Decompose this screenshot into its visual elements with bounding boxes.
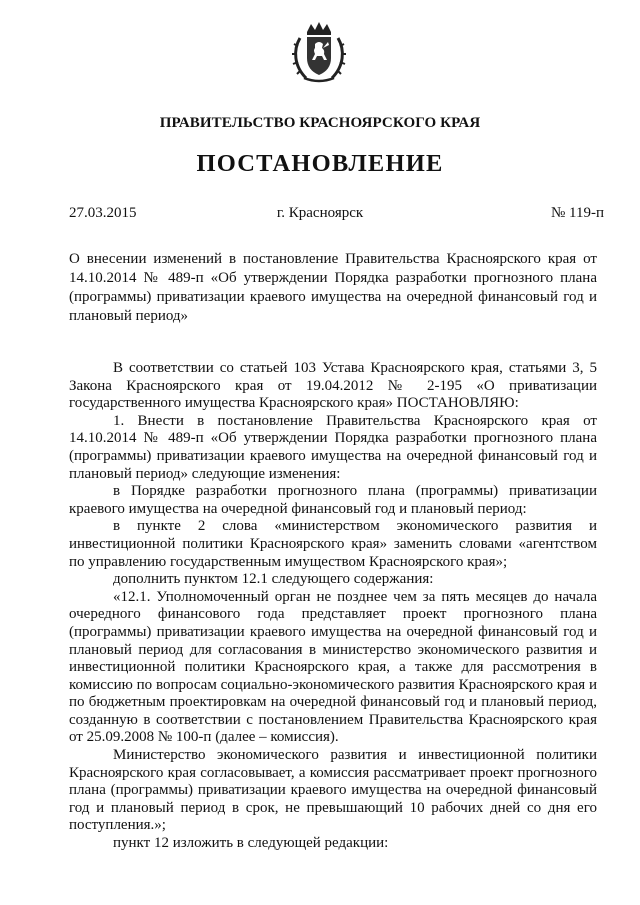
document-date: 27.03.2015 <box>69 205 137 221</box>
body-paragraph: 1. Внести в постановление Правительства Красноярского края от 14.10.2014 № 489-п «Об утверждении Порядка разработки прогнозного плана (программы) приватизации краевого имущества на очередной финансовый год и плановый период» следующие изменения: <box>69 412 597 482</box>
body-paragraph: в пункте 2 слова «министерством экономического развития и инвестиционной политики Красноярского края» заменить словами «агентством по управлению государственным имуществом Красноярского края»; <box>69 518 597 570</box>
document-subject: О внесении изменений в постановление Правительства Красноярского края от 14.10.2014 № 489-п «Об утверждении Порядка разработки прогнозного плана (программы) приватизации краевого имущества на очередной финансовый год и плановый период» <box>69 251 597 324</box>
document-number: № 119-п <box>550 205 604 221</box>
body-paragraph: дополнить пунктом 12.1 следующего содержания: <box>113 571 434 588</box>
coat-of-arms-icon <box>290 20 348 84</box>
government-name: ПРАВИТЕЛЬСТВО КРАСНОЯРСКОГО КРАЯ <box>159 115 481 131</box>
body-paragraph: пункт 12 изложить в следующей редакции: <box>113 835 389 852</box>
body-paragraph: Министерство экономического развития и инвестиционной политики Красноярского края согласовывает, а комиссия рассматривает проект прогнозного плана (программы) приватизации краевого имущества на очередной финансовый год и плановый период в срок, не превышающий 10 рабочих дней со дня его поступления.»; <box>69 747 597 834</box>
document-title: ПОСТАНОВЛЕНИЕ <box>196 150 444 177</box>
document-body <box>69 360 597 853</box>
document-city: г. Красноярск <box>276 205 364 221</box>
body-paragraph: в Порядке разработки прогнозного плана (программы) приватизации краевого имущества на очередной финансовый год и плановый период: <box>69 483 597 517</box>
body-paragraph: В соответствии со статьей 103 Устава Красноярского края, статьями 3, 5 Закона Красноярского края от 19.04.2012 № 2-195 «О приватизации государственного имущества Красноярского края» ПОСТАНОВЛЯЮ: <box>69 360 597 412</box>
body-paragraph: «12.1. Уполномоченный орган не позднее чем за пять месяцев до начала очередного финансового года представляет проект прогнозного плана (программы) приватизации краевого имущества на очередной финансовый год и плановый период для согласования в министерство экономического развития и инвестиционной политики Красноярского края, а также для рассмотрения в комиссию по вопросам социально-экономического развития Красноярского края и по бюджетным проектировкам на очередной финансовый год и плановый период, созданную в соответствии с постановлением Правительства Красноярского края от 25.09.2008 № 100-п (далее – комиссия). <box>69 588 597 746</box>
